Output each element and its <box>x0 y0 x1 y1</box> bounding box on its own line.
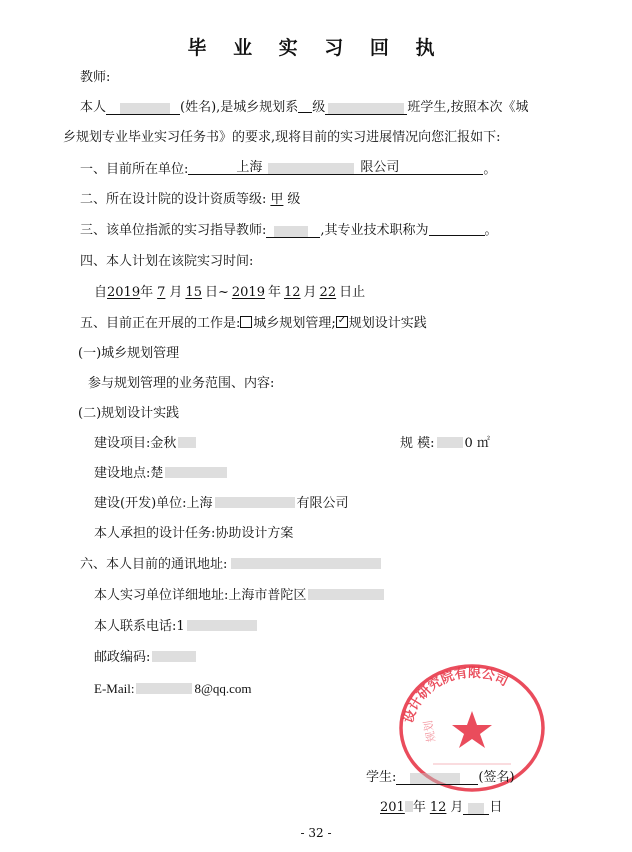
email-row <box>94 680 252 697</box>
item-1-end: 。 <box>483 162 497 177</box>
student-signature-row <box>366 769 515 786</box>
site-row <box>94 465 227 482</box>
unit-blank <box>188 161 483 175</box>
check-mark-icon: ✓ <box>337 315 347 326</box>
email-label: E-Mail: <box>94 681 135 696</box>
intro-prefix: 本人 <box>80 100 107 115</box>
item-5 <box>80 315 427 332</box>
signature-date <box>380 799 502 816</box>
sign-month: 12 <box>429 800 447 815</box>
intro-line-1 <box>80 99 528 116</box>
scale-tail: 0 ㎡ <box>464 436 490 451</box>
redacted-mentor <box>274 226 308 237</box>
redacted-mail-address <box>231 558 381 569</box>
qualification-grade: 甲 <box>270 192 284 207</box>
item-5-label: 五、目前正在开展的工作是: <box>80 316 241 331</box>
end-day: 22 <box>319 285 337 300</box>
item-3-label: 三、该单位指派的实习指导教师: <box>80 223 267 238</box>
signature-blank <box>396 771 478 785</box>
unit-value-start: 上海 <box>236 160 263 175</box>
phone-label: 本人联系电话:1 <box>94 619 185 634</box>
year-char: 年 <box>140 285 154 300</box>
end-year: 2019 <box>231 285 265 300</box>
zip-label: 邮政编码: <box>94 650 151 665</box>
period-from: 自 <box>94 285 108 300</box>
item-2 <box>80 191 300 208</box>
greeting: 教师: <box>80 70 111 85</box>
item-4: 四、本人计划在该院实习时间: <box>80 254 254 269</box>
item-3-mid: ,其专业技术职称为 <box>320 223 429 238</box>
site-value: 楚 <box>150 466 164 481</box>
scale-label: 规 模: <box>400 436 435 451</box>
developer-label: 建设(开发)单位:上海 <box>94 496 213 511</box>
student-label: 学生: <box>366 770 397 785</box>
redacted-unit-address <box>308 589 384 600</box>
planning-management-checkbox[interactable] <box>240 316 252 328</box>
sign-year-char: 年 <box>412 800 426 815</box>
sign-day-char: 日 <box>489 800 503 815</box>
intro-grade-suffix: 级 <box>312 100 326 115</box>
intro-class-suffix: 班学生,按照本次《城 <box>407 100 529 115</box>
start-year: 2019 <box>107 285 141 300</box>
site-label: 建设地点: <box>94 466 151 481</box>
sign-note: (签名) <box>478 770 515 785</box>
zip-row <box>94 649 196 666</box>
option-design-practice: 规划设计实践 <box>348 316 427 331</box>
page-number: - 32 - <box>300 826 332 840</box>
phone-row <box>94 618 257 635</box>
section-1-line: 参与规划管理的业务范围、内容: <box>88 376 275 391</box>
year-char-2: 年 <box>267 285 281 300</box>
day-to: 日~ <box>204 285 229 300</box>
redacted-site <box>165 467 227 478</box>
redacted-name <box>120 103 170 114</box>
redacted-unit <box>268 163 354 174</box>
month-char-2: 月 <box>303 285 317 300</box>
seal-arc-text: 设计研究院有限公司 <box>401 665 511 726</box>
redacted-phone <box>187 620 257 631</box>
developer-row <box>94 495 349 512</box>
redacted-developer <box>215 497 295 508</box>
sign-month-char: 月 <box>450 800 464 815</box>
section-2-heading: (二)规划设计实践 <box>78 406 180 421</box>
design-practice-checkbox[interactable] <box>336 316 348 328</box>
item-1 <box>80 161 496 178</box>
redacted-signature <box>410 773 460 784</box>
redacted-year-digit <box>405 801 413 812</box>
redacted-class <box>328 103 404 114</box>
redacted-day <box>468 803 484 814</box>
intro-line-2: 乡规划专业毕业实习任务书》的要求,现将目前的实习进展情况向您汇报如下: <box>63 130 501 145</box>
item-3-end: 。 <box>484 223 498 238</box>
period-end: 日止 <box>339 285 366 300</box>
item-6 <box>80 556 381 573</box>
unit-address-label: 本人实习单位详细地址:上海市普陀区 <box>94 588 307 603</box>
developer-tail: 有限公司 <box>296 496 349 511</box>
sign-year-prefix: 201 <box>380 800 405 815</box>
mentor-blank <box>266 224 320 238</box>
email-tail: 8@qq.com <box>194 681 252 696</box>
item-3 <box>80 222 498 239</box>
section-1-heading: (一)城乡规划管理 <box>78 346 180 361</box>
title-blank <box>429 222 485 236</box>
page-title: 毕 业 实 习 回 执 <box>187 37 445 59</box>
redacted-project <box>178 437 196 448</box>
unit-value-end: 限公司 <box>360 160 400 175</box>
item-6-label: 六、本人目前的通讯地址: <box>80 557 228 572</box>
project-row <box>94 435 196 452</box>
seal-side-text: 规划 <box>421 719 439 744</box>
start-day: 15 <box>185 285 202 300</box>
seal-star-icon <box>452 711 492 748</box>
intro-name-suffix: (姓名),是城乡规划系 <box>180 100 299 115</box>
month-char: 月 <box>169 285 183 300</box>
end-month: 12 <box>283 285 301 300</box>
unit-address-row <box>94 587 384 604</box>
name-blank <box>106 101 180 115</box>
sign-day-blank <box>463 801 489 815</box>
scale-row <box>400 435 490 452</box>
item-1-label: 一、目前所在单位: <box>80 162 189 177</box>
start-month: 7 <box>157 285 166 300</box>
item-2-label: 二、所在设计院的设计资质等级: <box>80 192 267 207</box>
project-label: 建设项目:金秋 <box>94 436 177 451</box>
internship-period <box>94 284 365 301</box>
class-blank <box>325 101 407 115</box>
design-task: 本人承担的设计任务:协助设计方案 <box>94 526 294 541</box>
grade-blank <box>298 99 312 113</box>
redacted-email <box>136 683 192 694</box>
option-planning-management: 城乡规划管理; <box>253 316 336 331</box>
item-2-suffix: 级 <box>287 192 301 207</box>
redacted-scale <box>437 437 463 448</box>
redacted-zip <box>152 651 196 662</box>
